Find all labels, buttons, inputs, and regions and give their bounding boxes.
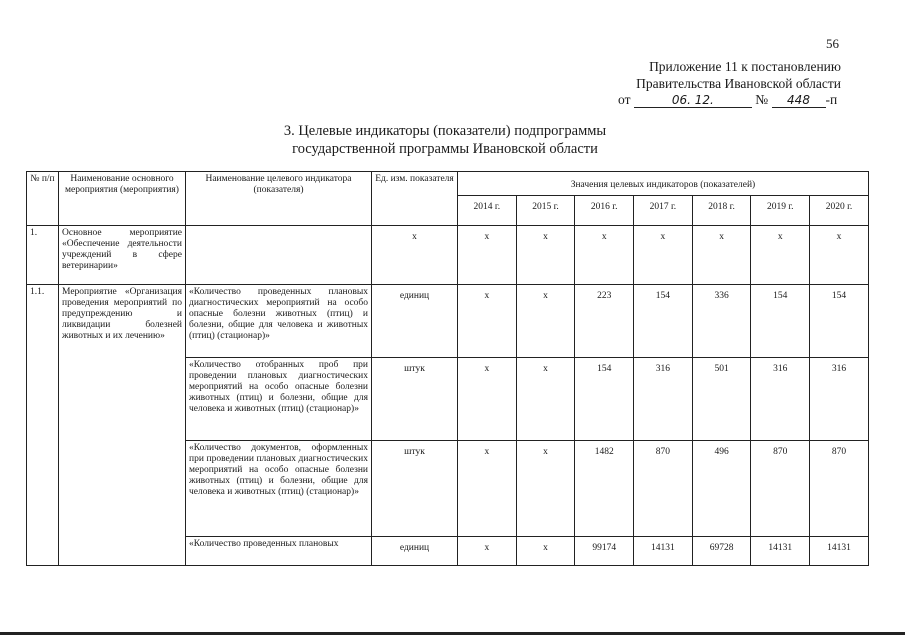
row-value: х <box>575 226 634 285</box>
row-value: х <box>692 226 751 285</box>
row-num: 1.1. <box>27 285 59 566</box>
row-unit: х <box>372 226 458 285</box>
row-value: 870 <box>751 441 810 537</box>
row-value: 316 <box>634 358 693 441</box>
row-value: 316 <box>751 358 810 441</box>
row-value: х <box>458 285 517 358</box>
row-indicator: «Количество проведенных плановых <box>186 537 372 566</box>
row-value: 99174 <box>575 537 634 566</box>
row-value: 154 <box>751 285 810 358</box>
row-value: 14131 <box>634 537 693 566</box>
row-value: 154 <box>634 285 693 358</box>
table-row <box>27 285 869 358</box>
row-value: х <box>516 226 575 285</box>
header-activity: Наименование основного мероприятия (мероприятия) <box>59 172 186 226</box>
row-unit: единиц <box>372 537 458 566</box>
header-indicator: Наименование целевого индикатора (показателя) <box>186 172 372 226</box>
row-value: х <box>516 441 575 537</box>
row-activity: Мероприятие «Организация проведения мероприятий по предупреждению и ликвидации болезней животных и их лечению» <box>59 285 186 566</box>
row-value: х <box>516 285 575 358</box>
row-value: 870 <box>634 441 693 537</box>
row-value: 14131 <box>751 537 810 566</box>
title-line-1: 3. Целевые индикаторы (показатели) подпрограммы <box>283 123 607 139</box>
header-year: 2017 г. <box>634 196 693 226</box>
document-title <box>250 122 640 158</box>
number-value: 448 <box>772 93 826 108</box>
row-value: 69728 <box>692 537 751 566</box>
row-value: х <box>516 537 575 566</box>
row-value: 154 <box>810 285 869 358</box>
number-prefix: № <box>755 92 769 107</box>
header-year: 2018 г. <box>692 196 751 226</box>
row-value: 870 <box>810 441 869 537</box>
row-indicator <box>186 226 372 285</box>
row-value: 154 <box>575 358 634 441</box>
date-prefix: от <box>618 92 631 107</box>
row-value: х <box>458 441 517 537</box>
header-year: 2019 г. <box>751 196 810 226</box>
table-row <box>27 226 869 285</box>
page-number: 56 <box>826 36 839 51</box>
row-indicator: «Количество документов, оформленных при проведении плановых диагностических мероприятий на особо опасные болезни животных (птиц) и болезни, общие для человека и животных (птиц) (стационар)» <box>186 441 372 537</box>
row-value: 223 <box>575 285 634 358</box>
row-value: 501 <box>692 358 751 441</box>
row-value: х <box>751 226 810 285</box>
date-value: 06. 12. <box>634 93 752 108</box>
header-year: 2020 г. <box>810 196 869 226</box>
header-values-group: Значения целевых индикаторов (показателей) <box>458 172 869 196</box>
row-indicator: «Количество проведенных плановых диагностических мероприятий на особо опасные болезни животных (птиц) и болезни, общие для человека и животных (птиц) (стационар)» <box>186 285 372 358</box>
row-activity: Основное мероприятие «Обеспечение деятельности учреждений в сфере ветеринарии» <box>59 226 186 285</box>
header-unit: Ед. изм. показателя <box>372 172 458 226</box>
number-suffix: -п <box>825 92 838 107</box>
page-bottom-edge <box>0 632 905 635</box>
header-year: 2015 г. <box>516 196 575 226</box>
header-num: № п/п <box>27 172 59 226</box>
appendix-header <box>581 58 841 92</box>
row-unit: штук <box>372 358 458 441</box>
row-num: 1. <box>27 226 59 285</box>
row-value: 336 <box>692 285 751 358</box>
indicators-table <box>26 171 869 566</box>
row-unit: штук <box>372 441 458 537</box>
header-year: 2014 г. <box>458 196 517 226</box>
title-line-2: государственной программы Ивановской области <box>292 141 598 157</box>
row-value: х <box>458 226 517 285</box>
appendix-reference <box>618 92 837 108</box>
row-indicator: «Количество отобранных проб при проведении плановых диагностических мероприятий на особо опасные болезни животных (птиц) и болезни, общие для человека и животных (птиц) (стационар)» <box>186 358 372 441</box>
row-unit: единиц <box>372 285 458 358</box>
row-value: х <box>810 226 869 285</box>
appendix-line-1: Приложение 11 к постановлению <box>649 59 841 74</box>
row-value: 14131 <box>810 537 869 566</box>
appendix-line-2: Правительства Ивановской области <box>636 76 841 91</box>
row-value: х <box>634 226 693 285</box>
row-value: х <box>458 358 517 441</box>
row-value: 316 <box>810 358 869 441</box>
row-value: 496 <box>692 441 751 537</box>
row-value: х <box>458 537 517 566</box>
row-value: 1482 <box>575 441 634 537</box>
header-year: 2016 г. <box>575 196 634 226</box>
row-value: х <box>516 358 575 441</box>
